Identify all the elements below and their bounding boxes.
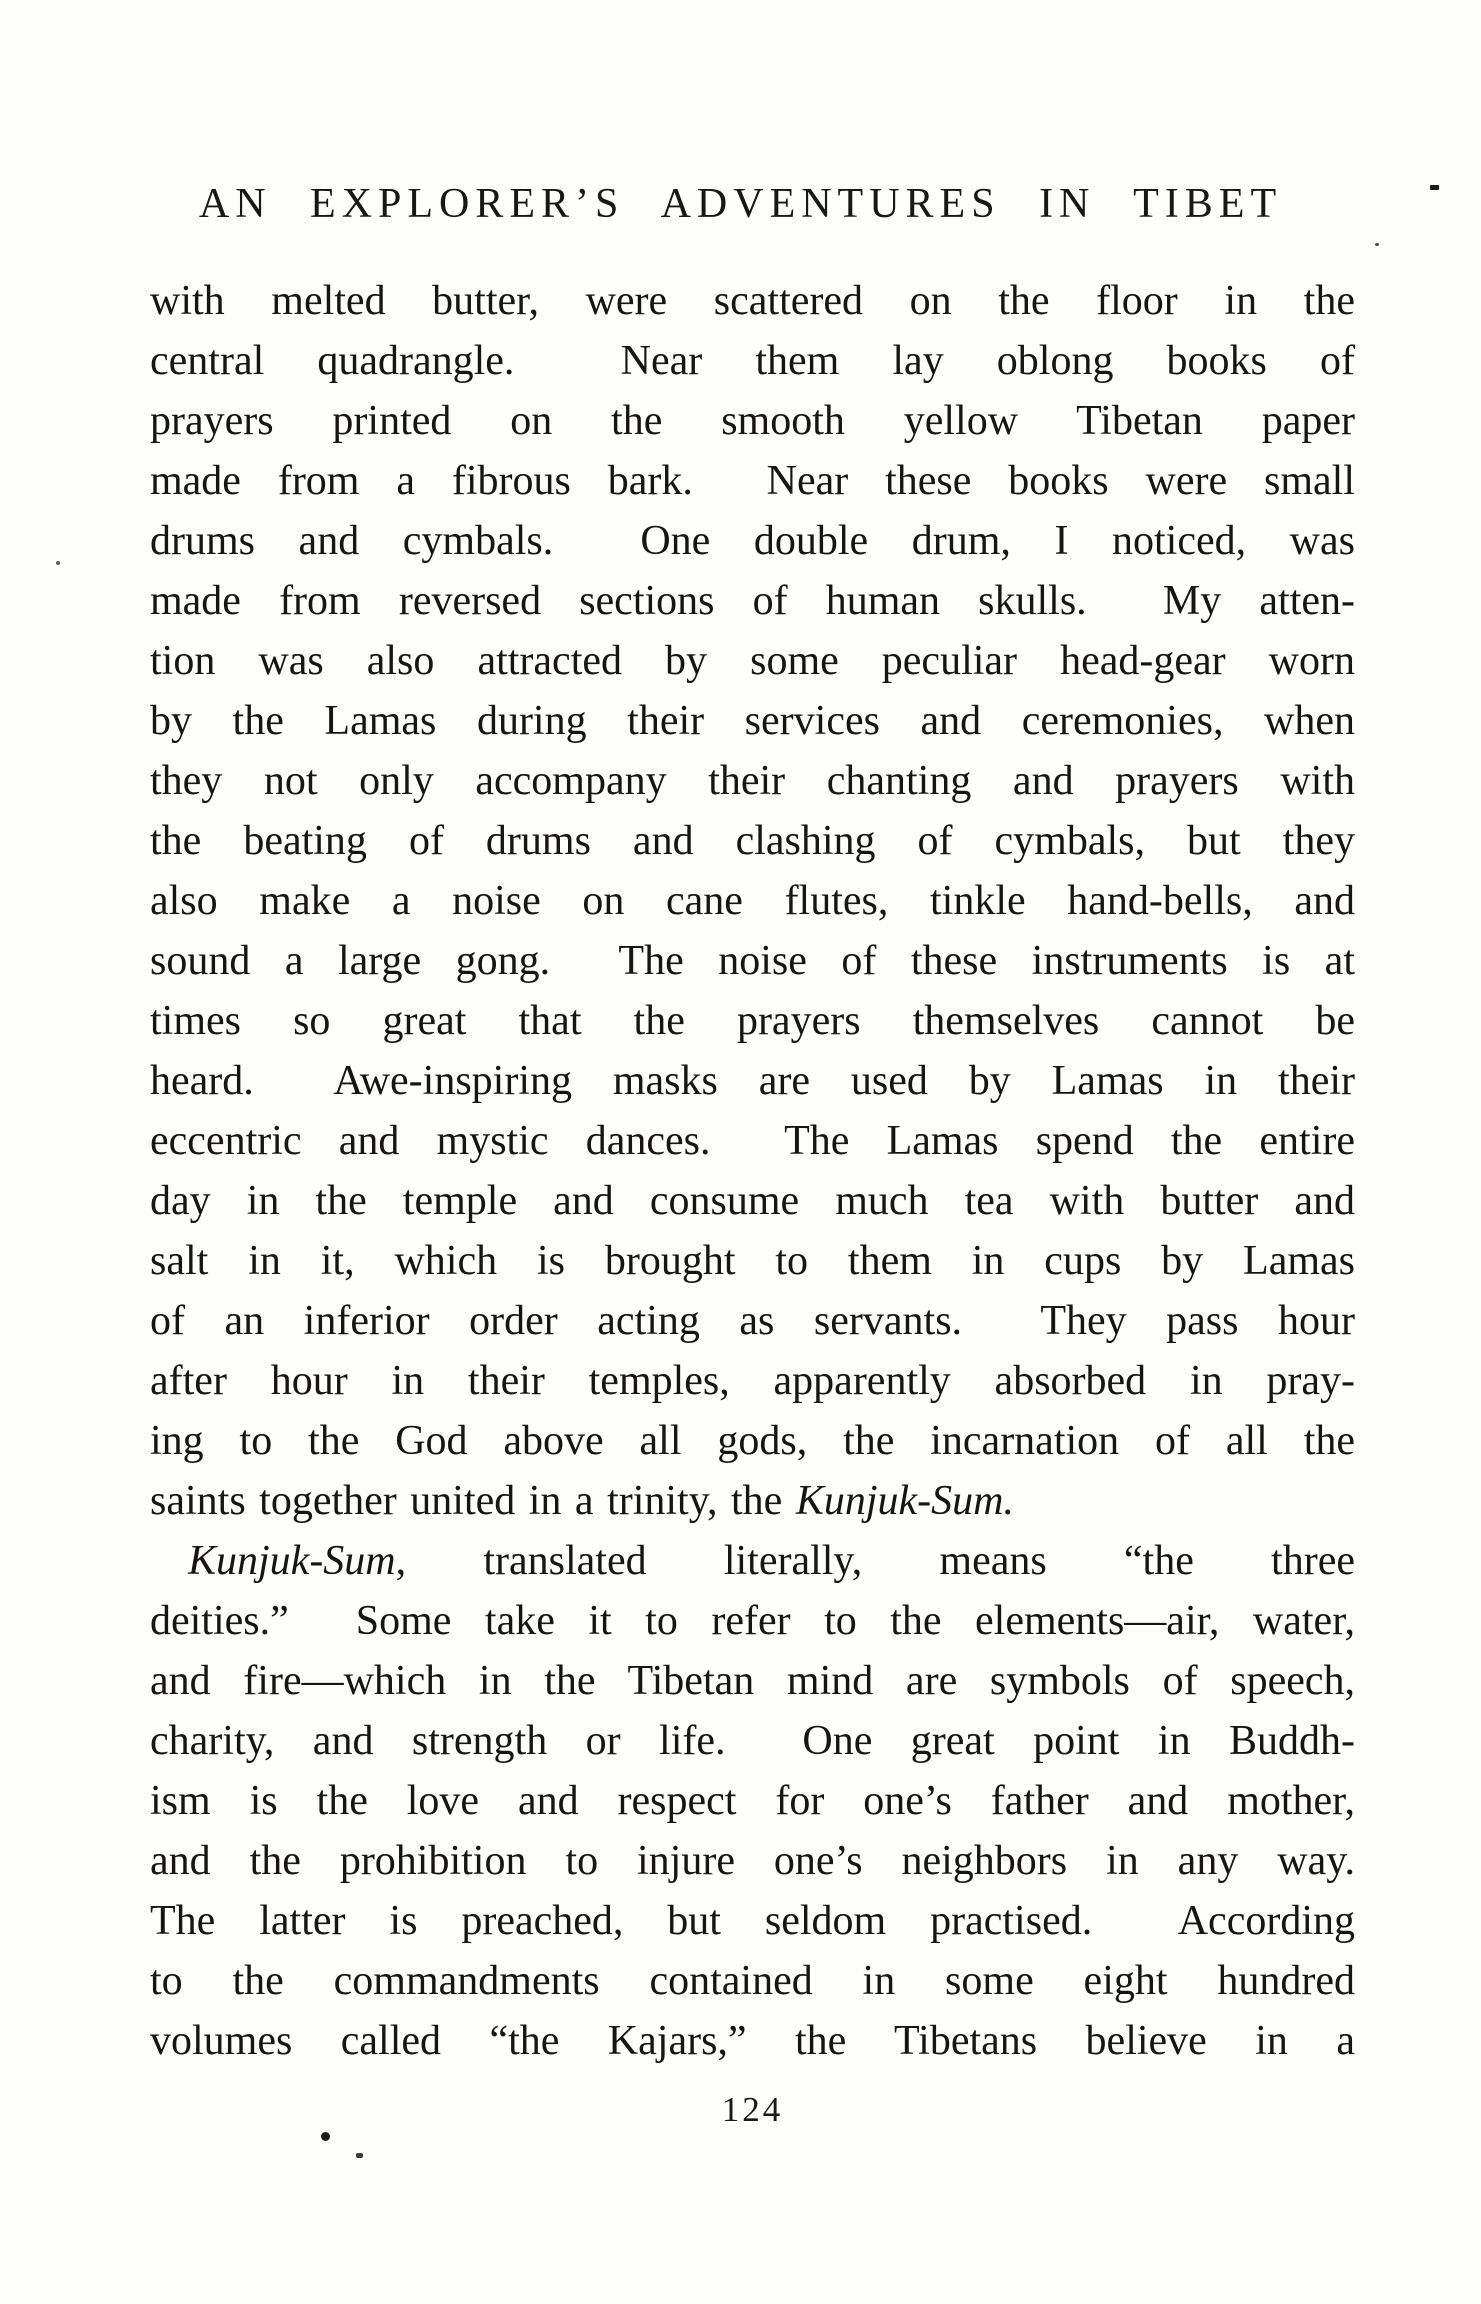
text-line: the beating of drums and clashing of cymbals, but they bbox=[150, 818, 1355, 864]
text-line: day in the temple and consume much tea with butter and bbox=[150, 1178, 1355, 1224]
text-line: ism is the love and respect for one’s father and mother, bbox=[150, 1778, 1355, 1824]
ink-speck bbox=[1375, 243, 1379, 246]
ink-speck bbox=[356, 2153, 363, 2158]
ink-speck bbox=[321, 2132, 330, 2141]
text-line: to the commandments contained in some eight hundred bbox=[150, 1958, 1355, 2004]
page-number: 124 bbox=[721, 2090, 784, 2129]
text-line: charity, and strength or life. One great point in Buddh- bbox=[150, 1718, 1355, 1764]
text-line: eccentric and mystic dances. The Lamas spend the entire bbox=[150, 1118, 1355, 1164]
text-line: ing to the God above all gods, the incarnation of all the bbox=[150, 1418, 1355, 1464]
text-line: heard. Awe-inspiring masks are used by Lamas in their bbox=[150, 1058, 1355, 1104]
text-line: of an inferior order acting as servants. They pass hour bbox=[150, 1298, 1355, 1344]
text-line: volumes called “the Kajars,” the Tibetans believe in a bbox=[150, 2018, 1355, 2064]
text-line: they not only accompany their chanting and prayers with bbox=[150, 758, 1355, 804]
ink-speck bbox=[1430, 185, 1439, 190]
text-line: central quadrangle. Near them lay oblong books of bbox=[150, 338, 1355, 384]
text-line: sound a large gong. The noise of these instruments is at bbox=[150, 938, 1355, 984]
text-line: with melted butter, were scattered on the floor in the bbox=[150, 278, 1355, 324]
text-line: made from reversed sections of human skulls. My atten- bbox=[150, 578, 1355, 624]
text-line: times so great that the prayers themselves cannot be bbox=[150, 998, 1355, 1044]
text-line: tion was also attracted by some peculiar head-gear worn bbox=[150, 638, 1355, 684]
running-header: AN EXPLORER’S ADVENTURES IN TIBET bbox=[198, 181, 1283, 227]
text-line: made from a fibrous bark. Near these books were small bbox=[150, 458, 1355, 504]
text-line: and the prohibition to injure one’s neighbors in any way. bbox=[150, 1838, 1355, 1884]
text-line: and fire—which in the Tibetan mind are symbols of speech, bbox=[150, 1658, 1355, 1704]
body-lines bbox=[150, 271, 1355, 2071]
text-line: after hour in their temples, apparently absorbed in pray- bbox=[150, 1358, 1355, 1404]
text-line: Kunjuk-Sum, translated literally, means “the three bbox=[188, 1538, 1355, 1584]
text-line: The latter is preached, but seldom practised. According bbox=[150, 1898, 1355, 1944]
text-line: deities.” Some take it to refer to the elements—air, water, bbox=[150, 1598, 1355, 1644]
text-line: salt in it, which is brought to them in cups by Lamas bbox=[150, 1238, 1355, 1284]
text-line: saints together united in a trinity, the Kunjuk-Sum. bbox=[150, 1478, 1014, 1524]
text-line: by the Lamas during their services and ceremonies, when bbox=[150, 698, 1355, 744]
text-line: prayers printed on the smooth yellow Tibetan paper bbox=[150, 398, 1355, 444]
text-line: also make a noise on cane flutes, tinkle hand-bells, and bbox=[150, 878, 1355, 924]
ink-speck bbox=[56, 561, 60, 565]
text-line: drums and cymbals. One double drum, I noticed, was bbox=[150, 518, 1355, 564]
